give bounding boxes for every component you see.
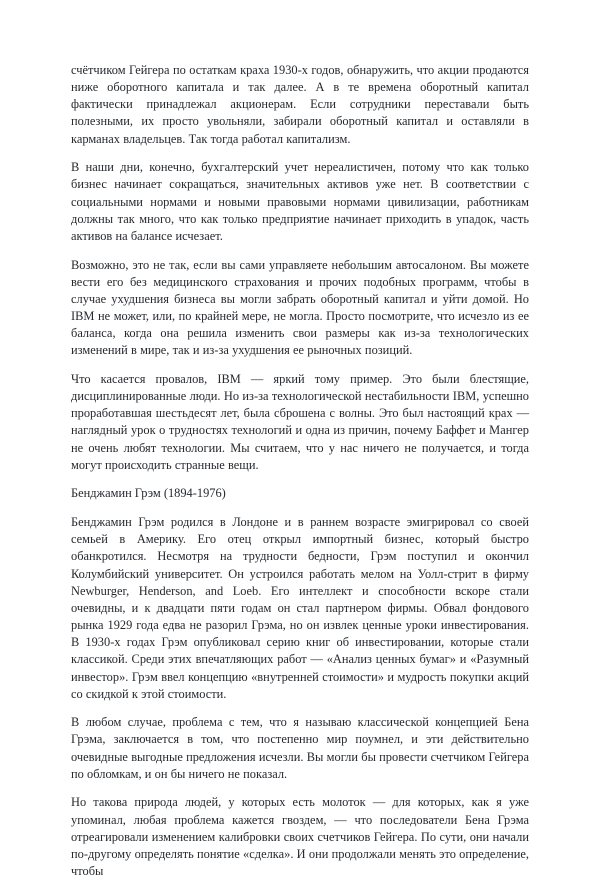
body-paragraph: В любом случае, проблема с тем, что я называю классической концепцией Бена Грэма, заключается в том, что постепенно мир поумнел, и эти действительно очевидные выгодные предложения исчезли. Вы могли бы провести счетчиком Гейгера по обломкам, и он бы ничего не показал.: [71, 715, 529, 781]
body-paragraph: В наши дни, конечно, бухгалтерский учет нереалистичен, потому что как только бизнес начинает сокращаться, значительных активов уже нет. В соответствии с социальными нормами и новыми правовыми нормами цивилизации, работникам должны так много, что как только предприятие начинает приходить в упадок, часть активов на балансе исчезает.: [71, 160, 529, 243]
text-column: [71, 62, 529, 880]
body-paragraph: Бенджамин Грэм родился в Лондоне и в раннем возрасте эмигрировал со своей семьей в Америку. Его отец открыл импортный бизнес, который быстро обанкротился. Несмотря на трудности бедности, Грэм поступил и окончил Колумбийский университет. Он устроился работать мелом на Уолл-стрит в фирму Newburger, Henderson, and Loeb. Его интеллект и способности вскоре стали очевидны, и к двадцати пяти годам он стал партнером фирмы. Обвал фондового рынка 1929 года едва не разорил Грэма, но он извлек ценные уроки инвестирования. В 1930-х годах Грэм опубликовал серию книг об инвестировании, которые стали классикой. Среди этих впечатляющих работ — «Анализ ценных бумаг» и «Разумный инвестор». Грэм ввел концепцию «внутренней стоимости» и мудрость покупки акций со скидкой к этой стоимости.: [71, 515, 529, 701]
body-paragraph: счётчиком Гейгера по остаткам краха 1930-х годов, обнаружить, что акции продаются ниже оборотного капитала и так далее. А в те времена оборотный капитал фактически принадлежал акционерам. Если сотрудники переставали быть полезными, их просто увольняли, забирали оборотный капитал и оставляли в карманах владельцев. Так тогда работал капитализм.: [71, 63, 529, 146]
body-paragraph: Но такова природа людей, у которых есть молоток — для которых, как я уже упоминал, любая проблема кажется гвоздем, — что последователи Бена Грэма отреагировали изменением калибровки своих счетчиков Гейгера. По сути, они начали по-другому определять понятие «сделка». И они продолжали менять это определение, чтобы: [71, 795, 529, 879]
section-heading-benjamin-graham: Бенджамин Грэм (1894-1976): [71, 486, 226, 501]
body-paragraph: Что касается провалов, IBM — яркий тому пример. Это были блестящие, дисциплинированные люди. Но из-за технологической нестабильности IBM, успешно проработавшая шестьдесят лет, была сброшена с волны. Это был настоящий крах — наглядный урок о трудностях технологий и одна из причин, почему Баффет и Мангер не очень любят технологии. Мы считаем, что у нас ничего не получается, и тогда могут происходить странные вещи.: [71, 372, 529, 472]
body-paragraph: Возможно, это не так, если вы сами управляете небольшим автосалоном. Вы можете вести его без медицинского страхования и прочих подобных программ, чтобы в случае ухудшения бизнеса вы могли забрать оборотный капитал и уйти домой. Но IBM не может, или, по крайней мере, не могла. Просто посмотрите, что исчезло из ее баланса, когда она решила изменить свои размеры как из-за технологических изменений в мире, так и из-за ухудшения ее рыночных позиций.: [71, 257, 529, 358]
